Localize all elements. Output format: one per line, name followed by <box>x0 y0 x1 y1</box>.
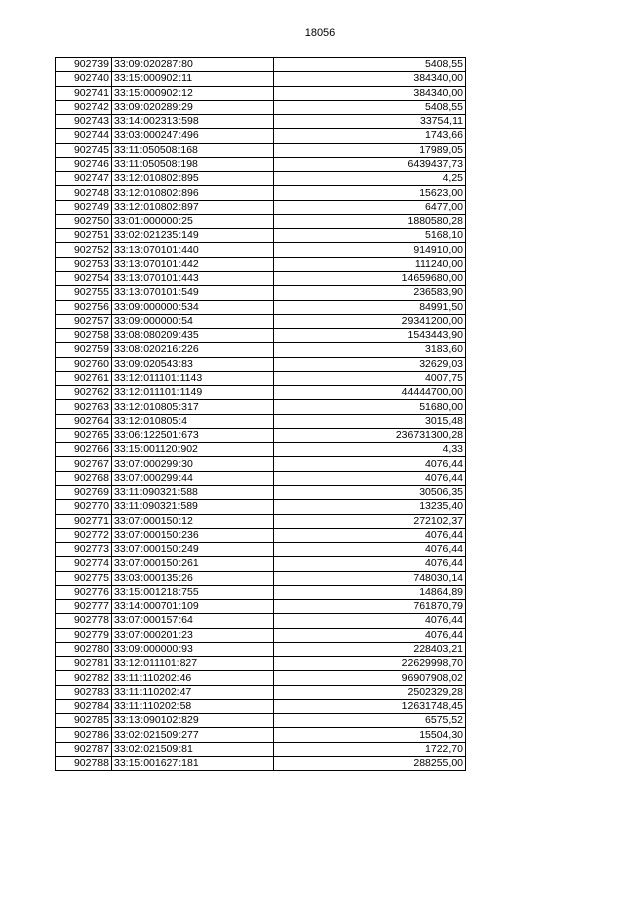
table-row <box>56 614 466 628</box>
value-cell: 1722,70 <box>274 742 466 756</box>
table-row <box>56 314 466 328</box>
value-cell: 2502329,28 <box>274 685 466 699</box>
table-row <box>56 243 466 257</box>
cadastral-number-cell: 33:07:000150:236 <box>112 528 274 542</box>
value-cell: 29341200,00 <box>274 314 466 328</box>
table-row <box>56 528 466 542</box>
cadastral-number-cell: 33:08:080209:435 <box>112 329 274 343</box>
row-number-cell: 902761 <box>56 371 112 385</box>
value-cell: 228403,21 <box>274 642 466 656</box>
table-row <box>56 58 466 72</box>
row-number-cell: 902739 <box>56 58 112 72</box>
row-number-cell: 902784 <box>56 699 112 713</box>
value-cell: 1880580,28 <box>274 214 466 228</box>
cadastral-number-cell: 33:13:070101:442 <box>112 257 274 271</box>
table-row <box>56 343 466 357</box>
row-number-cell: 902754 <box>56 271 112 285</box>
value-cell: 4076,44 <box>274 471 466 485</box>
table-row <box>56 286 466 300</box>
value-cell: 4,33 <box>274 443 466 457</box>
value-cell: 4076,44 <box>274 457 466 471</box>
cadastral-number-cell: 33:11:110202:58 <box>112 699 274 713</box>
cadastral-number-cell: 33:07:000299:44 <box>112 471 274 485</box>
value-cell: 14659680,00 <box>274 271 466 285</box>
table-row <box>56 699 466 713</box>
table-row <box>56 628 466 642</box>
cadastral-number-cell: 33:12:010802:897 <box>112 200 274 214</box>
cadastral-number-cell: 33:11:110202:46 <box>112 671 274 685</box>
table-row <box>56 371 466 385</box>
value-cell: 914910,00 <box>274 243 466 257</box>
cadastral-number-cell: 33:12:011101:1149 <box>112 386 274 400</box>
table-row <box>56 414 466 428</box>
row-number-cell: 902757 <box>56 314 112 328</box>
row-number-cell: 902745 <box>56 143 112 157</box>
row-number-cell: 902742 <box>56 100 112 114</box>
cadastral-number-cell: 33:13:070101:440 <box>112 243 274 257</box>
cadastral-number-cell: 33:01:000000:25 <box>112 214 274 228</box>
table-row <box>56 428 466 442</box>
row-number-cell: 902752 <box>56 243 112 257</box>
cadastral-number-cell: 33:15:000902:11 <box>112 72 274 86</box>
table-row <box>56 400 466 414</box>
row-number-cell: 902781 <box>56 657 112 671</box>
row-number-cell: 902785 <box>56 714 112 728</box>
row-number-cell: 902759 <box>56 343 112 357</box>
cadastral-number-cell: 33:15:001218:755 <box>112 585 274 599</box>
table-row <box>56 543 466 557</box>
cadastral-number-cell: 33:09:000000:93 <box>112 642 274 656</box>
table-row <box>56 571 466 585</box>
cadastral-number-cell: 33:12:011101:827 <box>112 657 274 671</box>
row-number-cell: 902747 <box>56 172 112 186</box>
table-row <box>56 443 466 457</box>
table-row <box>56 129 466 143</box>
table-row <box>56 157 466 171</box>
table-row <box>56 200 466 214</box>
value-cell: 3183,60 <box>274 343 466 357</box>
row-number-cell: 902753 <box>56 257 112 271</box>
row-number-cell: 902741 <box>56 86 112 100</box>
cadastral-number-cell: 33:15:001627:181 <box>112 757 274 771</box>
row-number-cell: 902787 <box>56 742 112 756</box>
value-cell: 15504,30 <box>274 728 466 742</box>
value-cell: 5408,55 <box>274 100 466 114</box>
value-cell: 4076,44 <box>274 628 466 642</box>
value-cell: 33754,11 <box>274 115 466 129</box>
value-cell: 6477,00 <box>274 200 466 214</box>
row-number-cell: 902788 <box>56 757 112 771</box>
cadastral-number-cell: 33:11:110202:47 <box>112 685 274 699</box>
table-row <box>56 471 466 485</box>
table-row <box>56 685 466 699</box>
table-row <box>56 115 466 129</box>
row-number-cell: 902743 <box>56 115 112 129</box>
cadastral-number-cell: 33:06:122501:673 <box>112 428 274 442</box>
cadastral-number-cell: 33:07:000157:64 <box>112 614 274 628</box>
value-cell: 3015,48 <box>274 414 466 428</box>
table-row <box>56 485 466 499</box>
row-number-cell: 902740 <box>56 72 112 86</box>
row-number-cell: 902748 <box>56 186 112 200</box>
value-cell: 84991,50 <box>274 300 466 314</box>
value-cell: 17989,05 <box>274 143 466 157</box>
row-number-cell: 902749 <box>56 200 112 214</box>
cadastral-number-cell: 33:12:010802:896 <box>112 186 274 200</box>
value-cell: 6439437,73 <box>274 157 466 171</box>
table-row <box>56 457 466 471</box>
cadastral-number-cell: 33:07:000150:261 <box>112 557 274 571</box>
cadastral-number-cell: 33:09:020543:83 <box>112 357 274 371</box>
cadastral-number-cell: 33:08:020216:226 <box>112 343 274 357</box>
value-cell: 6575,52 <box>274 714 466 728</box>
row-number-cell: 902782 <box>56 671 112 685</box>
value-cell: 15623,00 <box>274 186 466 200</box>
value-cell: 384340,00 <box>274 86 466 100</box>
value-cell: 13235,40 <box>274 500 466 514</box>
value-cell: 748030,14 <box>274 571 466 585</box>
cadastral-number-cell: 33:09:000000:54 <box>112 314 274 328</box>
page-number: 18056 <box>304 27 336 39</box>
table-row <box>56 657 466 671</box>
row-number-cell: 902776 <box>56 585 112 599</box>
value-cell: 5408,55 <box>274 58 466 72</box>
table-row <box>56 757 466 771</box>
row-number-cell: 902751 <box>56 229 112 243</box>
row-number-cell: 902760 <box>56 357 112 371</box>
cadastral-number-cell: 33:03:000135:26 <box>112 571 274 585</box>
table-row <box>56 257 466 271</box>
value-cell: 236731300,28 <box>274 428 466 442</box>
table-row <box>56 86 466 100</box>
value-cell: 14864,89 <box>274 585 466 599</box>
cadastral-number-cell: 33:12:010805:4 <box>112 414 274 428</box>
row-number-cell: 902767 <box>56 457 112 471</box>
value-cell: 4007,75 <box>274 371 466 385</box>
value-cell: 4076,44 <box>274 557 466 571</box>
cadastral-number-cell: 33:09:020289:29 <box>112 100 274 114</box>
cadastral-number-cell: 33:15:000902:12 <box>112 86 274 100</box>
value-cell: 1743,66 <box>274 129 466 143</box>
row-number-cell: 902783 <box>56 685 112 699</box>
value-cell: 30506,35 <box>274 485 466 499</box>
table-row <box>56 271 466 285</box>
table-row <box>56 357 466 371</box>
cadastral-number-cell: 33:12:010802:895 <box>112 172 274 186</box>
table-row <box>56 143 466 157</box>
row-number-cell: 902768 <box>56 471 112 485</box>
table-row <box>56 728 466 742</box>
value-cell: 12631748,45 <box>274 699 466 713</box>
table-row <box>56 329 466 343</box>
table-row <box>56 514 466 528</box>
table-row <box>56 186 466 200</box>
row-number-cell: 902780 <box>56 642 112 656</box>
cadastral-number-cell: 33:02:021509:277 <box>112 728 274 742</box>
cadastral-number-cell: 33:09:020287:80 <box>112 58 274 72</box>
row-number-cell: 902750 <box>56 214 112 228</box>
table-row <box>56 742 466 756</box>
row-number-cell: 902762 <box>56 386 112 400</box>
cadastral-value-table <box>55 57 466 771</box>
cadastral-number-cell: 33:11:050508:198 <box>112 157 274 171</box>
table-row <box>56 671 466 685</box>
cadastral-number-cell: 33:02:021235:149 <box>112 229 274 243</box>
table-row <box>56 386 466 400</box>
row-number-cell: 902758 <box>56 329 112 343</box>
table-row <box>56 714 466 728</box>
row-number-cell: 902769 <box>56 485 112 499</box>
value-cell: 5168,10 <box>274 229 466 243</box>
cadastral-number-cell: 33:12:010805:317 <box>112 400 274 414</box>
cadastral-number-cell: 33:13:070101:549 <box>112 286 274 300</box>
value-cell: 4,25 <box>274 172 466 186</box>
row-number-cell: 902772 <box>56 528 112 542</box>
cadastral-number-cell: 33:09:000000:534 <box>112 300 274 314</box>
table-row <box>56 72 466 86</box>
row-number-cell: 902771 <box>56 514 112 528</box>
cadastral-number-cell: 33:11:050508:168 <box>112 143 274 157</box>
cadastral-number-cell: 33:13:070101:443 <box>112 271 274 285</box>
cadastral-number-cell: 33:02:021509:81 <box>112 742 274 756</box>
row-number-cell: 902755 <box>56 286 112 300</box>
row-number-cell: 902763 <box>56 400 112 414</box>
table-body <box>56 58 466 771</box>
row-number-cell: 902786 <box>56 728 112 742</box>
table-row <box>56 229 466 243</box>
value-cell: 1543443,90 <box>274 329 466 343</box>
table-row <box>56 557 466 571</box>
cadastral-number-cell: 33:12:011101:1143 <box>112 371 274 385</box>
table-row <box>56 100 466 114</box>
cadastral-number-cell: 33:14:002313:598 <box>112 115 274 129</box>
value-cell: 111240,00 <box>274 257 466 271</box>
value-cell: 22629998,70 <box>274 657 466 671</box>
cadastral-number-cell: 33:15:001120:902 <box>112 443 274 457</box>
table-row <box>56 642 466 656</box>
cadastral-number-cell: 33:07:000201:23 <box>112 628 274 642</box>
row-number-cell: 902774 <box>56 557 112 571</box>
row-number-cell: 902764 <box>56 414 112 428</box>
cadastral-number-cell: 33:13:090102:829 <box>112 714 274 728</box>
value-cell: 4076,44 <box>274 543 466 557</box>
row-number-cell: 902765 <box>56 428 112 442</box>
value-cell: 51680,00 <box>274 400 466 414</box>
value-cell: 761870,79 <box>274 600 466 614</box>
row-number-cell: 902756 <box>56 300 112 314</box>
table-row <box>56 500 466 514</box>
row-number-cell: 902777 <box>56 600 112 614</box>
value-cell: 96907908,02 <box>274 671 466 685</box>
table-row <box>56 172 466 186</box>
cadastral-number-cell: 33:07:000299:30 <box>112 457 274 471</box>
row-number-cell: 902770 <box>56 500 112 514</box>
row-number-cell: 902746 <box>56 157 112 171</box>
cadastral-number-cell: 33:11:090321:589 <box>112 500 274 514</box>
cadastral-number-cell: 33:11:090321:588 <box>112 485 274 499</box>
row-number-cell: 902779 <box>56 628 112 642</box>
value-cell: 32629,03 <box>274 357 466 371</box>
cadastral-number-cell: 33:14:000701:109 <box>112 600 274 614</box>
table-row <box>56 300 466 314</box>
row-number-cell: 902778 <box>56 614 112 628</box>
cadastral-number-cell: 33:03:000247:496 <box>112 129 274 143</box>
value-cell: 288255,00 <box>274 757 466 771</box>
row-number-cell: 902744 <box>56 129 112 143</box>
value-cell: 44444700,00 <box>274 386 466 400</box>
value-cell: 272102,37 <box>274 514 466 528</box>
table-row <box>56 214 466 228</box>
table-row <box>56 600 466 614</box>
row-number-cell: 902773 <box>56 543 112 557</box>
row-number-cell: 902775 <box>56 571 112 585</box>
value-cell: 4076,44 <box>274 528 466 542</box>
value-cell: 384340,00 <box>274 72 466 86</box>
value-cell: 4076,44 <box>274 614 466 628</box>
value-cell: 236583,90 <box>274 286 466 300</box>
cadastral-number-cell: 33:07:000150:12 <box>112 514 274 528</box>
row-number-cell: 902766 <box>56 443 112 457</box>
cadastral-number-cell: 33:07:000150:249 <box>112 543 274 557</box>
table-row <box>56 585 466 599</box>
